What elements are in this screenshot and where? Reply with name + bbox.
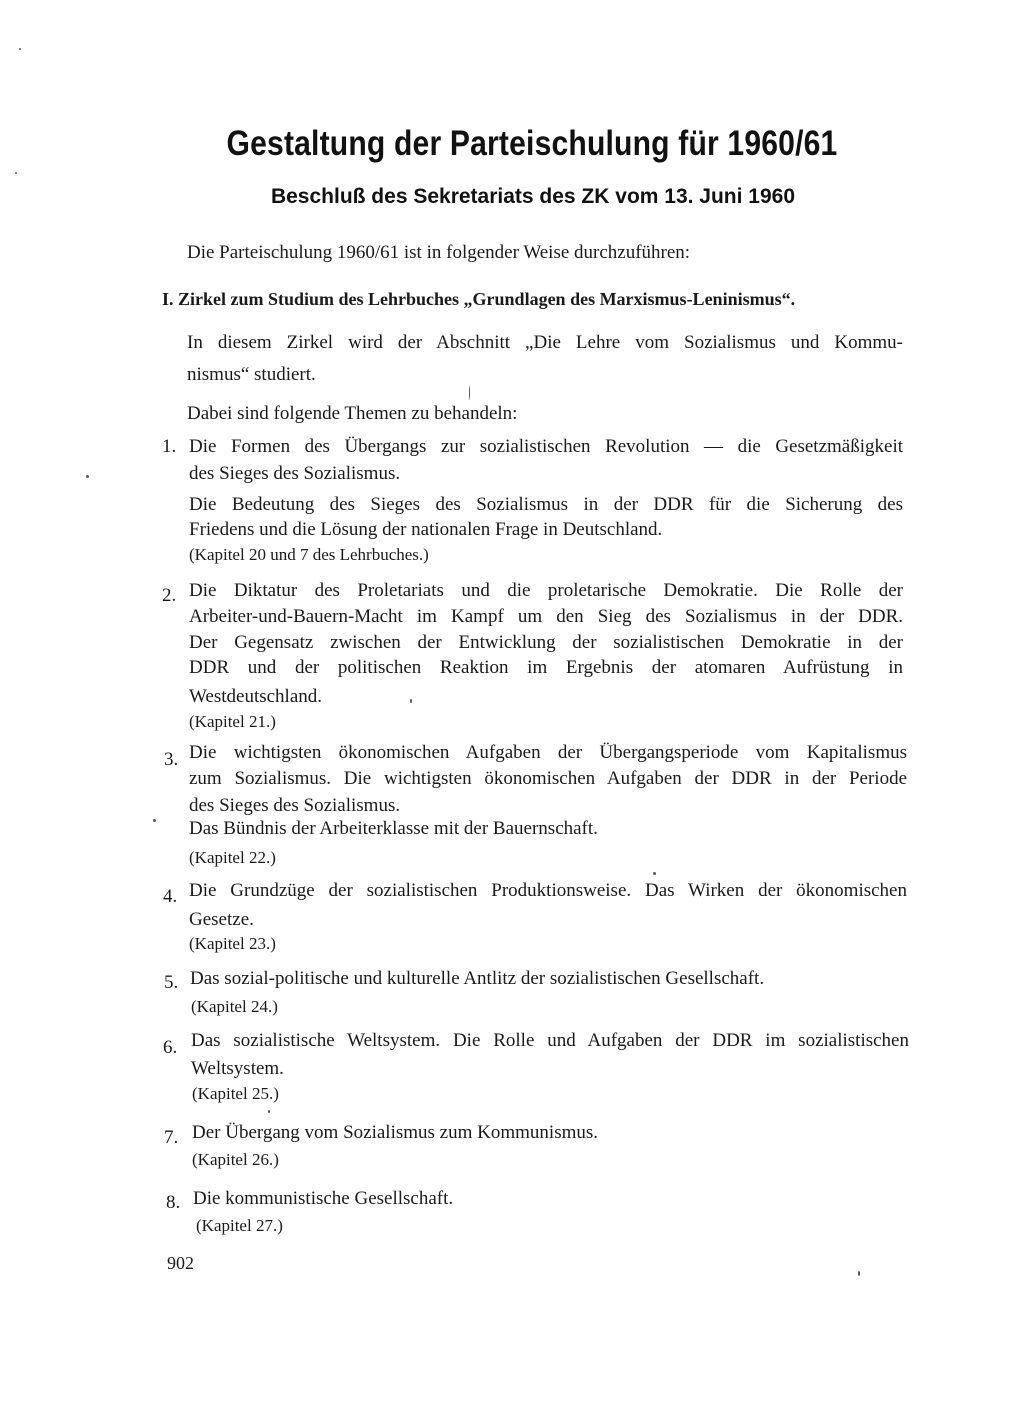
list-item-line: (Kapitel 20 und 7 des Lehrbuches.) [189, 545, 429, 564]
list-item-line: zum Sozialismus. Die wichtigsten ökonomischen Aufgaben der DDR in der Periode [189, 768, 907, 789]
list-item-number: 6. [163, 1037, 178, 1058]
list-item-line: Die Bedeutung des Sieges des Sozialismus in der DDR für die Sicherung des [189, 494, 903, 515]
list-item-line: Die Formen des Übergangs zur sozialistischen Revolution — die Gesetzmäßigkeit [189, 436, 903, 457]
list-item-line: (Kapitel 22.) [189, 848, 276, 867]
scan-speck [469, 386, 470, 400]
scan-speck [653, 872, 656, 875]
list-item-line: Die Diktatur des Proletariats und die proletarische Demokratie. Die Rolle der [189, 580, 903, 601]
list-item-line: Die kommunistische Gesellschaft. [193, 1188, 454, 1209]
list-item-line: Die Grundzüge der sozialistischen Produktionsweise. Das Wirken der ökonomischen [189, 880, 907, 901]
list-item-line: Das sozial-politische und kulturelle Antlitz der sozialistischen Gesellschaft. [190, 968, 765, 989]
page-title: Gestaltung der Parteischulung für 1960/61 [226, 124, 838, 163]
intro-paragraph: Die Parteischulung 1960/61 ist in folgender Weise durchzuführen: [187, 242, 691, 263]
scan-speck [15, 172, 17, 174]
list-item-number: 5. [164, 972, 179, 993]
list-item-line: Das sozialistische Weltsystem. Die Rolle und Aufgaben der DDR im sozialistischen [191, 1030, 909, 1051]
list-item-number: 2. [162, 585, 177, 606]
scan-speck [410, 699, 412, 703]
section-intro-line-2: nismus“ studiert. [187, 364, 316, 385]
list-item-line: Friedens und die Lösung der nationalen Frage in Deutschland. [189, 519, 663, 540]
list-item-line: DDR und der politischen Reaktion im Ergebnis der atomaren Aufrüstung in [189, 657, 903, 678]
list-item-line: (Kapitel 25.) [192, 1084, 279, 1103]
section-intro-line-1: In diesem Zirkel wird der Abschnitt „Die Lehre vom Sozialismus und Kommu- [187, 332, 903, 353]
list-item-line: Die wichtigsten ökonomischen Aufgaben der Übergangsperiode vom Kapitalismus [189, 742, 907, 763]
list-item-number: 7. [164, 1127, 179, 1148]
list-item-line: Der Übergang vom Sozialismus zum Kommunismus. [192, 1122, 599, 1143]
list-item-number: 1. [162, 436, 177, 457]
scan-speck [268, 1110, 270, 1113]
list-item-line: Gesetze. [189, 909, 254, 930]
themes-intro: Dabei sind folgende Themen zu behandeln: [187, 403, 518, 424]
list-item-number: 8. [166, 1192, 181, 1213]
list-item-line: des Sieges des Sozialismus. [189, 795, 401, 816]
scan-speck [153, 819, 156, 822]
list-item-line: Weltsystem. [191, 1058, 284, 1079]
list-item-number: 3. [164, 749, 179, 770]
scan-speck [858, 1271, 860, 1276]
list-item-line: Der Gegensatz zwischen der Entwicklung der sozialistischen Demokratie in der [189, 632, 903, 653]
list-item-line: (Kapitel 21.) [189, 712, 276, 731]
section-heading: I. Zirkel zum Studium des Lehrbuches „Grundlagen des Marxismus-Leninismus“. [162, 289, 796, 309]
list-item-line: (Kapitel 27.) [196, 1216, 283, 1235]
list-item-line: Westdeutschland. [189, 686, 323, 707]
scan-speck [86, 475, 89, 478]
list-item-line: (Kapitel 24.) [191, 997, 278, 1016]
list-item-line: (Kapitel 26.) [192, 1150, 279, 1169]
list-item-line: des Sieges des Sozialismus. [189, 463, 401, 484]
page-number: 902 [167, 1253, 194, 1273]
list-item-line: Das Bündnis der Arbeiterklasse mit der Bauernschaft. [189, 818, 598, 839]
list-item-line: (Kapitel 23.) [189, 934, 276, 953]
list-item-number: 4. [163, 886, 178, 907]
list-item-line: Arbeiter-und-Bauern-Macht im Kampf um den Sieg des Sozialismus in der DDR. [189, 606, 903, 627]
scan-speck [19, 48, 21, 50]
page-subtitle: Beschluß des Sekretariats des ZK vom 13. Juni 1960 [270, 185, 796, 208]
